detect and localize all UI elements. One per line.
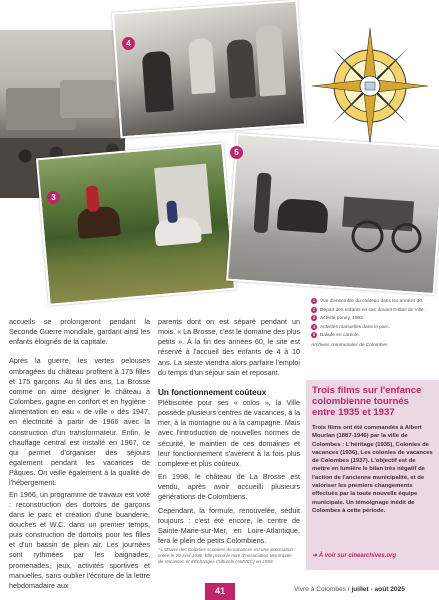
paragraph: Cependant, la formule, renouvelée, séduit toujours : c'est été encore, le centre de Sainte-Marie-sur-Mer, en Loire-Atlantique, fera le plein de petits Colombiens. (158, 505, 300, 545)
photo-number-badge-4: 4 (122, 37, 135, 50)
photo-number-badge-3: 3 (47, 191, 60, 204)
paragraph: accueils se prolongeront pendant la Seconde Guerre mondiale, gardant ainsi les enfants éloignés de la capitale. (9, 317, 150, 347)
films-sidebar (306, 380, 439, 570)
photo-number-badge-5: 5 (230, 146, 243, 159)
paragraph: Après la guerre, les vertes pelouses ombragées du château profitent à 175 filles et 175 garçons. Au fil des ans, La Brosse comme on aime désigner le château à Colombes, gagne en confort et en hygiène : alimentation en eau « de ville » dès 1947, en électricité à partir de 1966 avec la construction d'un transformateur. Enfin, le chauffage central est installé en 1967, ce qui permet d'organiser des séjours également pendant les vacances de Pâques. On veille également à la qualité de l'hébergement. (9, 356, 150, 488)
caption-item: 2 Départ des enfants en car, devant l'Hôtel de Ville. (312, 306, 425, 313)
caption-item: 1 Vue d'ensemble du château dans les années 30. (312, 298, 424, 304)
photo-captions (311, 298, 429, 349)
paragraph: parents dont on est séparé pendant un mois. « La Brosse, c'est le domaine des plus petits ». À la fin des années 60, le site est réservé à l'accueil des enfants de 4 à 10 ans. La sieste viendra alors parfaire l'emploi du temps d'un séjour sain et reposant. (158, 317, 300, 377)
section-heading: Un fonctionnement coûteux (158, 387, 267, 397)
photo-manual-activities (112, 0, 306, 138)
paragraph: En 1966, un programme de travaux est voté : reconstruction des dortoirs de garçons dans le parc et création d'une buanderie, douches et W.C. dans un premier temps, puis construction de dortoirs pour les filles et d'un bassin de plein air. Les journées sont rythmées par les baignades, promenades, jeux, activités sportives et manuelles, sans oublier l'écriture de la lettre hebdomadaire aux (9, 489, 150, 590)
magazine-footer: Vivre à Colombes / juillet - août 2025 (294, 586, 405, 593)
sidebar-body: Trois films ont été commandés à Albert Mourlan (1887-1946) par la ville de Colombes : L'héritage (1935), Colonies de vacances (1936), Les colonies de vacances de Colombes (1937). L'objectif est de mettre en lumière le bilan très négatif de l'action de l'ancienne municipalité, et de valoriser les premiers changements effectués par la toute nouvelle équipe municipale. Un témoignage inédit de Colombes à cette période. (312, 425, 433, 514)
caption-item: 4 Activités manuelles dans le parc. (312, 323, 390, 330)
caption-item: 3 Activité poney, 1983. (312, 315, 365, 321)
article-column-1 (9, 317, 150, 600)
caption-credit: Archives communales de Colombes (311, 343, 388, 348)
footer-separator: / (347, 586, 352, 593)
article-column-2 (158, 317, 300, 555)
paragraph: En 1998, le château de La Brosse est vendu, après avoir accueilli plusieurs générations de Colombiens. (158, 472, 300, 502)
photo-cart-ride (226, 133, 439, 295)
caption-item: 5 Balade en carriole. (312, 332, 360, 338)
sidebar-link[interactable]: ➜ À voir sur cinearchives.org (312, 553, 397, 559)
paragraph: Plébiscitée pour ses « colos », la Ville possède plusieurs centres de vacances, à la mer, à la montagne ou à la campagne. Mais avec l'introduction de nouvelles normes de sécurité, le maintien de ces domaines et leur fonctionnement s'avèrent à la fois plus complexe et plus coûteux. (158, 397, 300, 468)
colonies-logo (310, 26, 430, 146)
page-number-badge: 41 (205, 583, 235, 600)
arrow-icon: ➜ (312, 553, 319, 559)
photo-pony-activity (36, 142, 236, 306)
footnote: * L'Œuvre des Colonies scolaires de vacances est une association créée le 20 avril 1936. Elle prend le nom d'Association Municipale de Vacances et d'Échanges Culturels (AMVEC) en 1959. (158, 547, 293, 565)
sidebar-title: Trois films sur l'enfance colombienne tournés entre 1935 et 1937 (312, 385, 422, 418)
